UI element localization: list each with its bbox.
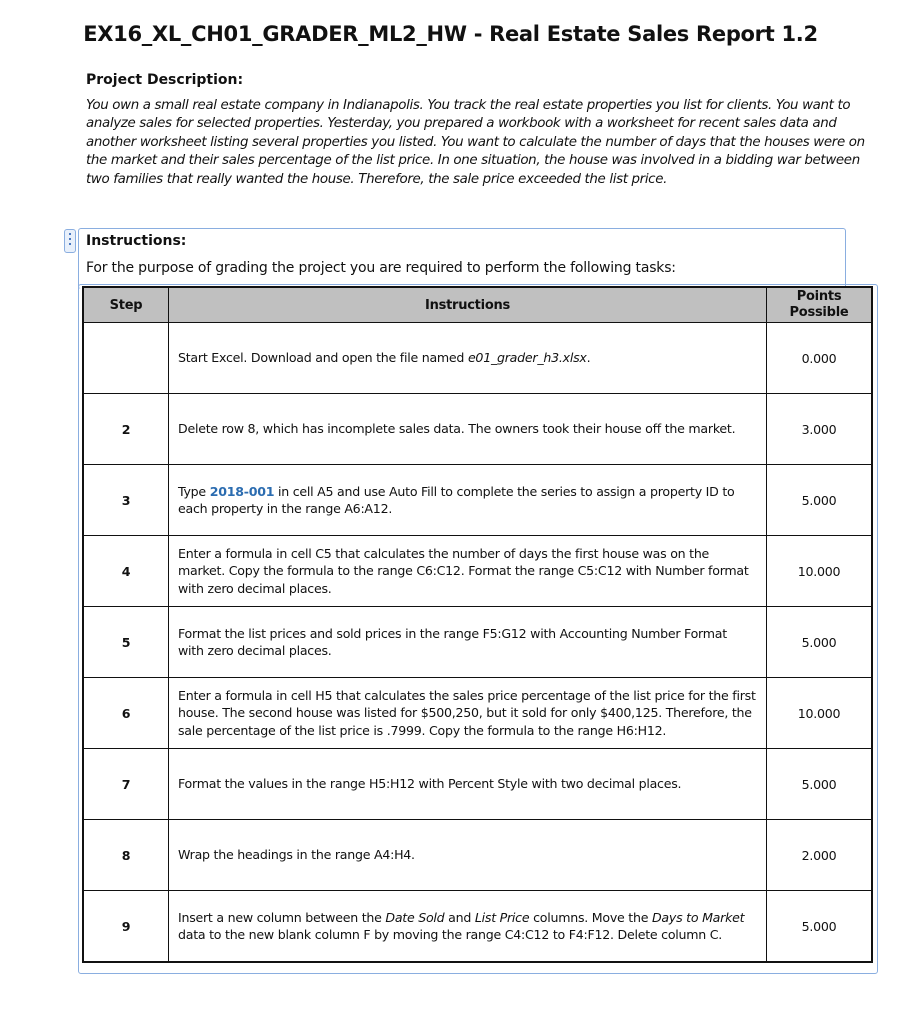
step-points: 10.000 <box>767 678 873 749</box>
step-points: 2.000 <box>767 820 873 891</box>
table-row <box>83 394 872 465</box>
header-instructions: Instructions <box>169 287 767 323</box>
instructions-table <box>82 286 873 963</box>
step-instruction: Format the values in the range H5:H12 with Percent Style with two decimal places. <box>169 749 767 820</box>
table-row <box>83 820 872 891</box>
table-row <box>83 891 872 963</box>
header-points-line2: Possible <box>789 305 849 320</box>
step-number: 2 <box>83 394 169 465</box>
step-instruction: Delete row 8, which has incomplete sales data. The owners took their house off the market. <box>169 394 767 465</box>
step-number: 5 <box>83 607 169 678</box>
step-number: 8 <box>83 820 169 891</box>
step-points: 10.000 <box>767 536 873 607</box>
step-points: 3.000 <box>767 394 873 465</box>
instructions-header-box <box>78 228 846 289</box>
step-instruction: Enter a formula in cell C5 that calculates the number of days the first house was on the market. Copy the formula to the range C6:C12. Format the range C5:C12 with Number format with zero decimal places. <box>169 536 767 607</box>
drag-handle-icon[interactable] <box>64 229 76 253</box>
file-name: e01_grader_h3.xlsx <box>467 350 587 366</box>
table-header-row <box>83 287 872 323</box>
header-points-line1: Points <box>796 289 842 304</box>
step-number: 6 <box>83 678 169 749</box>
table-row <box>83 749 872 820</box>
step-instruction: Start Excel. Download and open the file named e01_grader_h3.xlsx. <box>169 323 767 394</box>
step-points: 5.000 <box>767 749 873 820</box>
instructions-heading: Instructions: <box>86 233 187 249</box>
project-description-heading: Project Description: <box>86 72 244 88</box>
table-row <box>83 323 872 394</box>
step-instruction: Enter a formula in cell H5 that calculates the sales price percentage of the list price for the first house. The second house was listed for $500,250, but it sold for only $400,125. Therefore, the sale percentage of the list price is .7999. Copy the formula to the range H6:H12. <box>169 678 767 749</box>
table-row <box>83 465 872 536</box>
table-row <box>83 678 872 749</box>
step-number: 9 <box>83 891 169 963</box>
instructions-intro: For the purpose of grading the project you are required to perform the following tasks: <box>86 260 676 276</box>
step-number: 3 <box>83 465 169 536</box>
highlighted-value: 2018-001 <box>209 483 275 499</box>
header-step: Step <box>83 287 169 323</box>
step-points: 5.000 <box>767 891 873 963</box>
step-instruction: Insert a new column between the Date Sold and List Price columns. Move the Days to Market data to the new blank column F by moving the range C4:C12 to F4:F12. Delete column C. <box>169 891 767 963</box>
step-number <box>83 323 169 394</box>
step-instruction: Format the list prices and sold prices in the range F5:G12 with Accounting Number Format with zero decimal places. <box>169 607 767 678</box>
table-row <box>83 607 872 678</box>
document-title: EX16_XL_CH01_GRADER_ML2_HW - Real Estate Sales Report 1.2 <box>83 22 818 46</box>
project-description-text: You own a small real estate company in Indianapolis. You track the real estate properties you list for clients. You want to analyze sales for selected properties. Yesterday, you prepared a workbook with a worksheet for recent sales data and another worksheet listing several properties you listed. You want to calculate the number of days that the houses were on the market and their sales percentage of the list price. In one situation, the house was involved in a bidding war between two families that really wanted the house. Therefore, the sale price exceeded the list price. <box>86 98 865 187</box>
step-points: 5.000 <box>767 465 873 536</box>
step-number: 4 <box>83 536 169 607</box>
step-points: 5.000 <box>767 607 873 678</box>
step-number: 7 <box>83 749 169 820</box>
step-instruction: Type 2018-001 in cell A5 and use Auto Fill to complete the series to assign a property ID to each property in the range A6:A12. <box>169 465 767 536</box>
header-points <box>767 287 873 323</box>
step-instruction: Wrap the headings in the range A4:H4. <box>169 820 767 891</box>
table-row <box>83 536 872 607</box>
step-points: 0.000 <box>767 323 873 394</box>
